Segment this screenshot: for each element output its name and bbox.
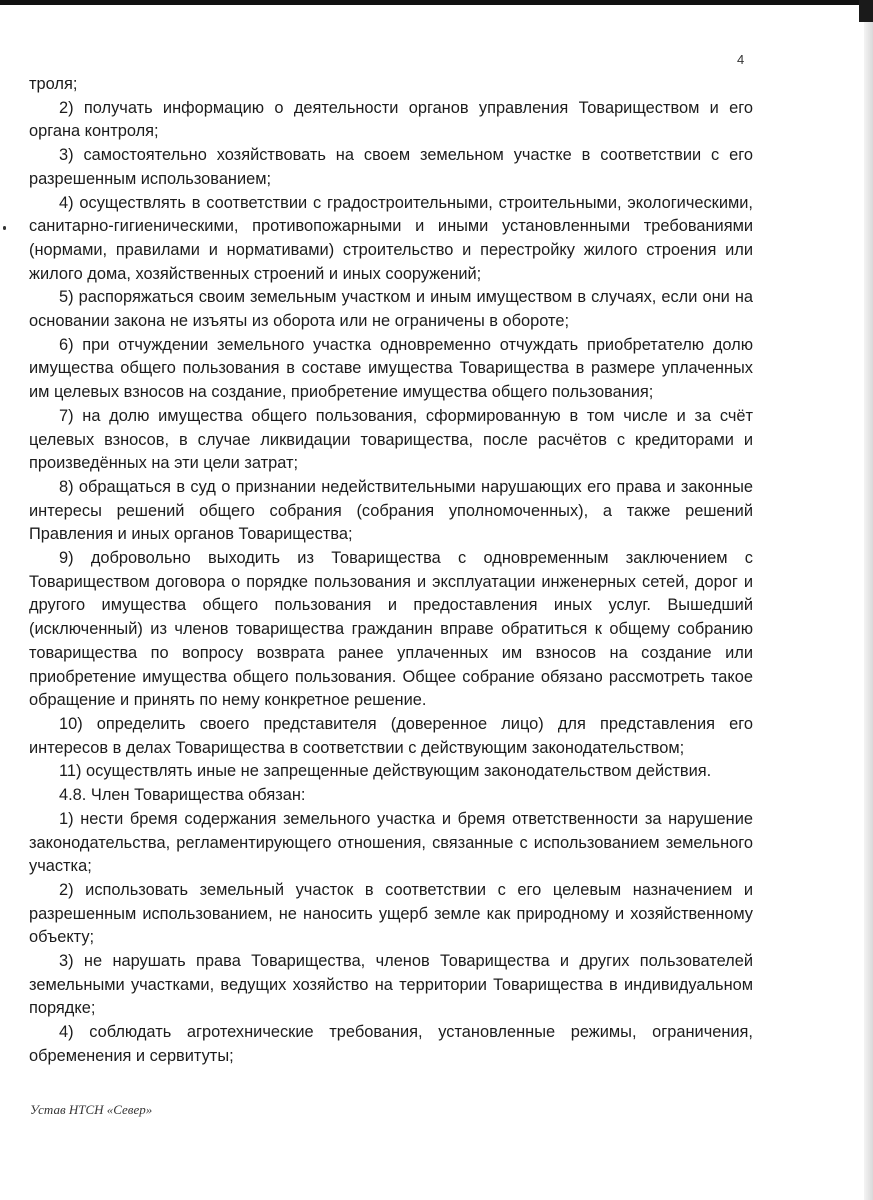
list-item: 2) использовать земельный участок в соответствии с его целевым назначением и разрешенным использованием, не наносить ущерб земле как природному и хозяйственному объекту; bbox=[29, 880, 753, 947]
document-body bbox=[29, 73, 753, 1069]
list-item: 3) самостоятельно хозяйствовать на своем земельном участке в соответствии с его разрешенным использованием; bbox=[29, 146, 753, 188]
list-item: 7) на долю имущества общего пользования, сформированную в том числе и за счёт целевых взносов, в случае ликвидации товарищества, после расчётов с кредиторами и произведённых на эти цели затрат; bbox=[29, 406, 753, 473]
scan-corner-mark bbox=[859, 0, 873, 22]
list-item: 6) при отчуждении земельного участка одновременно отчуждать приобретателю долю имущества общего пользования в составе имущества Товарищества в размере уплаченных им целевых взносов на создание, приобретение имущества общего пользования; bbox=[29, 335, 753, 402]
scan-speck bbox=[3, 226, 6, 230]
list-item: 4) соблюдать агротехнические требования, установленные режимы, ограничения, обременения и сервитуты; bbox=[29, 1023, 753, 1065]
scan-edge-top bbox=[0, 0, 873, 5]
section-heading: 4.8. Член Товарищества обязан: bbox=[59, 786, 306, 805]
list-item: 4) осуществлять в соответствии с градостроительными, строительными, экологическими, санитарно-гигиеническими, противопожарными и иными установленными требованиями (нормами, правилами и нормативами) строительство и перестройку жилого строения или жилого дома, хозяйственных строений и иных сооружений; bbox=[29, 193, 753, 283]
list-item: 2) получать информацию о деятельности органов управления Товариществом и его органа контроля; bbox=[29, 98, 753, 141]
list-item: 9) добровольно выходить из Товарищества с одновременным заключением с Товариществом договора о порядке пользования и эксплуатации инженерных сетей, дорог и другого имущества общего пользования и предоставления иных услуг. Вышедший (исключенный) из членов товарищества гражданин вправе обратиться к общему собранию товарищества по вопросу возврата ранее уплаченных им взносов на создание или приобретение имущества общего пользования. Общее собрание обязано рассмотреть такое обращение и принять по нему конкретное решение. bbox=[29, 549, 753, 710]
list-item: 1) нести бремя содержания земельного участка и бремя ответственности за нарушение законодательства, регламентирующего отношения, связанные с использованием земельного участка; bbox=[29, 809, 753, 876]
list-item: 8) обращаться в суд о признании недействительными нарушающих его права и законные интересы решений общего собрания (собрания уполномоченных), а также решений Правления и иных органов Товарищества; bbox=[29, 477, 753, 544]
footer-note: Устав НТСН «Север» bbox=[30, 1102, 153, 1117]
list-item: 10) определить своего представителя (доверенное лицо) для представления его интересов в делах Товарищества в соответствии с действующим законодательством; bbox=[29, 714, 753, 757]
list-item: 5) распоряжаться своим земельным участком и иным имуществом в случаях, если они на основании закона не изъяты из оборота или не ограничены в обороте; bbox=[29, 288, 753, 331]
list-item: 3) не нарушать права Товарищества, членов Товарищества и других пользователей земельными участками, ведущих хозяйство на территории Товарищества в индивидуальном порядке; bbox=[29, 952, 753, 1018]
page-number: 4 bbox=[737, 52, 745, 67]
scan-edge-right bbox=[864, 0, 873, 1200]
list-item: 11) осуществлять иные не запрещенные действующим законодательством действия. bbox=[59, 762, 712, 781]
paragraph-continuation: троля; bbox=[29, 75, 78, 93]
